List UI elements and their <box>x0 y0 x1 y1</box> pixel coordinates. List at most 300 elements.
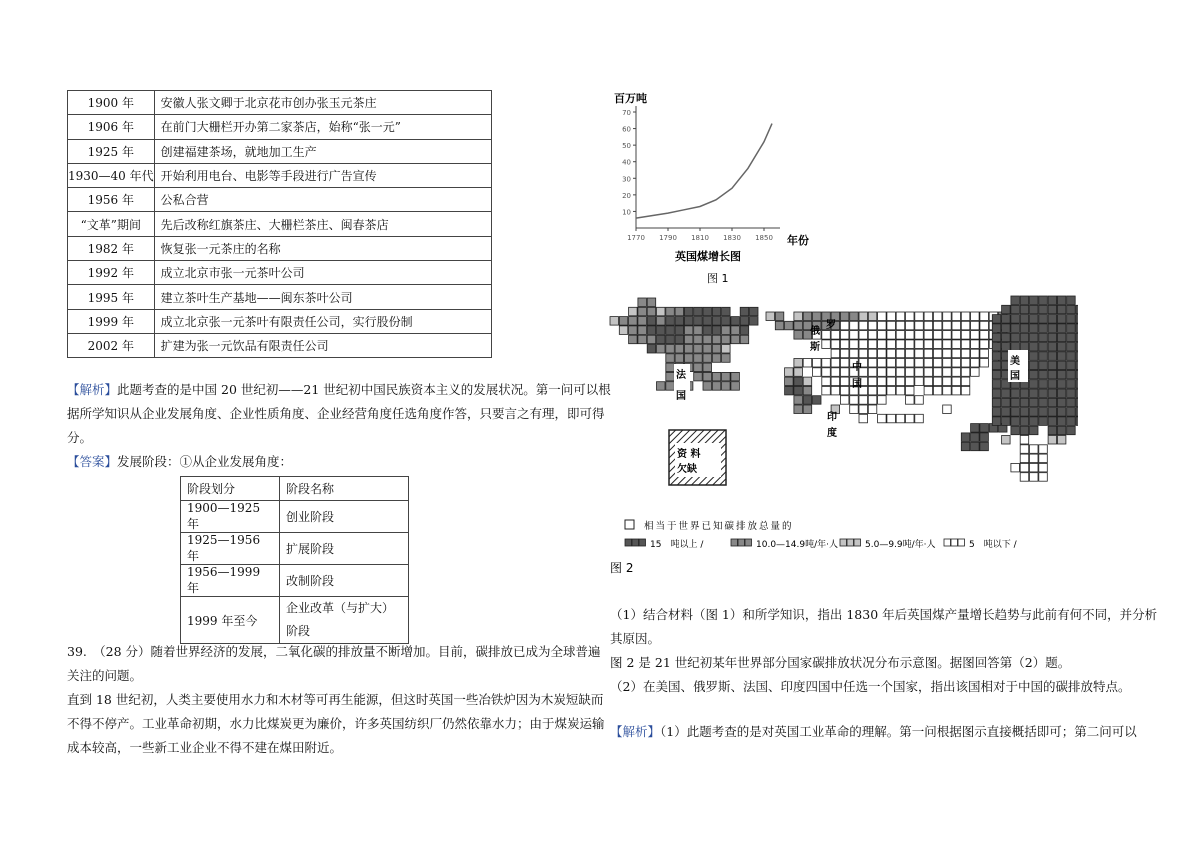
right-analysis <box>610 720 1150 744</box>
map-cell <box>961 331 970 340</box>
map-cell <box>1067 305 1076 314</box>
map-cell <box>850 405 859 414</box>
map-cell <box>694 335 703 344</box>
map-cell <box>992 389 1001 398</box>
map-cell <box>915 396 924 405</box>
map-cell <box>722 354 731 363</box>
map-cell <box>896 359 905 368</box>
timeline-event: 安徽人张文卿于北京花市创办张玉元茶庄 <box>154 91 491 115</box>
map-cell <box>1057 389 1066 398</box>
map-cell <box>943 368 952 377</box>
map-cell <box>878 368 887 377</box>
map-cell <box>878 386 887 395</box>
map-cell <box>629 335 638 344</box>
map-cell <box>750 317 759 326</box>
map-cell <box>943 405 952 414</box>
map-cell <box>1067 380 1076 389</box>
map-cell <box>1011 408 1020 417</box>
map-cell <box>1030 426 1039 435</box>
map-cell <box>703 335 712 344</box>
timeline-row <box>68 115 492 139</box>
label-missing: 资 料 <box>677 449 701 460</box>
map-cell <box>1039 315 1048 324</box>
map-cell <box>887 321 896 330</box>
timeline-event: 创建福建茶场，就地加工生产 <box>154 139 491 163</box>
map-cell <box>1057 305 1066 314</box>
map-cell <box>1020 296 1028 305</box>
map-cell <box>657 335 666 344</box>
map-cell <box>878 321 887 330</box>
map-cell <box>722 382 731 391</box>
map-cell <box>924 312 933 321</box>
map-cell <box>1076 380 1078 389</box>
map-cell <box>896 331 905 340</box>
legend-swatch <box>639 539 646 546</box>
map-cell <box>868 321 877 330</box>
analysis-tag: 【解析】 <box>67 382 118 397</box>
map-cell <box>1057 333 1066 342</box>
map-cell <box>629 317 638 326</box>
map-cell <box>924 386 933 395</box>
map-cell <box>1011 324 1020 333</box>
map-cell <box>1048 417 1057 426</box>
map-cell <box>878 312 887 321</box>
y-tick-label: 10 <box>622 208 631 217</box>
map-cell <box>1020 305 1028 314</box>
map-cell <box>1076 333 1078 342</box>
map-cell <box>859 396 868 405</box>
timeline-year: 1956 年 <box>68 188 155 212</box>
map-cell <box>619 317 628 326</box>
map-cell <box>1057 361 1066 370</box>
timeline-year: 1900 年 <box>68 91 155 115</box>
map-cell <box>684 354 693 363</box>
map-cell <box>1057 380 1066 389</box>
map-cell <box>1067 408 1076 417</box>
map-cell <box>1020 436 1028 445</box>
map-cell <box>694 326 703 335</box>
map-cell <box>794 405 803 414</box>
map-cell <box>1030 408 1039 417</box>
map-cell <box>850 331 859 340</box>
map-cell <box>822 359 831 368</box>
label-india: 度 <box>827 428 837 439</box>
map-cell <box>684 317 693 326</box>
map-cell <box>638 335 647 344</box>
chart-caption: 图 1 <box>707 272 729 285</box>
stage-period: 1925—1956 年 <box>181 533 280 565</box>
map-cell <box>1011 463 1020 472</box>
map-cell <box>794 331 803 340</box>
map-cell <box>1011 333 1020 342</box>
map-cell <box>1030 324 1039 333</box>
map-cell <box>896 414 905 423</box>
map-cell <box>712 307 721 316</box>
stage-period: 1900—1925 年 <box>181 501 280 533</box>
timeline-year: 1999 年 <box>68 309 155 333</box>
map-cell <box>775 312 784 321</box>
map-cell <box>1002 398 1011 407</box>
label-usa: 国 <box>1010 371 1020 382</box>
map-cell <box>1048 352 1057 361</box>
map-cell <box>850 396 859 405</box>
map-cell <box>971 321 980 330</box>
map-cell <box>1048 343 1057 352</box>
map-cell <box>1011 296 1020 305</box>
stage-row <box>181 565 409 597</box>
map-cell <box>722 335 731 344</box>
map-cell <box>1039 370 1048 379</box>
map-cell <box>952 312 961 321</box>
legend-label: 5 吨以下 / <box>969 540 1017 550</box>
map-cell <box>868 368 877 377</box>
map-cell <box>992 315 1001 324</box>
map-cell <box>1020 333 1028 342</box>
legend-swatch <box>854 539 861 546</box>
map-cell <box>1048 380 1057 389</box>
map-cell <box>684 326 693 335</box>
timeline-year: 2002 年 <box>68 333 155 357</box>
map-cell <box>943 321 952 330</box>
map-cell <box>794 312 803 321</box>
timeline-year: 1995 年 <box>68 285 155 309</box>
x-tick-label: 1850 <box>755 234 773 242</box>
map-cell <box>924 331 933 340</box>
analysis-line: （1）此题考查的是对英国工业革命的理解。第一问根据图示直接概括即可；第二问可以 <box>660 724 1137 739</box>
map-cell <box>1076 324 1078 333</box>
map-cell <box>1020 417 1028 426</box>
map-cell <box>906 359 915 368</box>
map-cell <box>722 326 731 335</box>
map-cell <box>1057 398 1066 407</box>
map-cell <box>1030 445 1039 454</box>
legend-label: 5.0—9.9吨/年·人 <box>865 540 936 550</box>
map-cell <box>980 312 989 321</box>
timeline-table <box>67 90 492 358</box>
map-cell <box>722 307 731 316</box>
map-cell <box>992 408 1001 417</box>
map-cell <box>896 321 905 330</box>
map-cell <box>1039 324 1048 333</box>
label-usa: 美 <box>1010 356 1020 367</box>
map-cell <box>1048 408 1057 417</box>
map-cell <box>675 317 684 326</box>
map-cell <box>1067 352 1076 361</box>
map-cell <box>992 352 1001 361</box>
map-cell <box>684 345 693 354</box>
map-cell <box>1020 408 1028 417</box>
map-cell <box>1011 305 1020 314</box>
map-cell <box>647 335 656 344</box>
map-cell <box>896 368 905 377</box>
map-cell <box>1067 315 1076 324</box>
map-cell <box>906 321 915 330</box>
map-cell <box>952 331 961 340</box>
analysis-block <box>67 378 611 474</box>
map-cell <box>1048 305 1057 314</box>
map-cell <box>694 372 703 381</box>
map-cell <box>896 340 905 349</box>
map-cell <box>961 359 970 368</box>
map-cell <box>887 377 896 386</box>
map-cell <box>878 340 887 349</box>
timeline-row <box>68 236 492 260</box>
map-cell <box>1002 315 1011 324</box>
map-cell <box>1030 361 1039 370</box>
map-cell <box>1039 463 1048 472</box>
map-cell <box>740 326 749 335</box>
map-cell <box>1048 333 1057 342</box>
map-cell <box>740 317 749 326</box>
map-cell <box>666 307 675 316</box>
map-cell <box>1030 389 1039 398</box>
map-cell <box>896 312 905 321</box>
map-cell <box>813 396 822 405</box>
map-cell <box>731 372 740 381</box>
stage-header-period: 阶段划分 <box>181 477 280 501</box>
map-cell <box>868 386 877 395</box>
label-china: 中 <box>852 362 862 373</box>
map-cell <box>943 377 952 386</box>
map-cell <box>840 396 849 405</box>
map-cell <box>1067 398 1076 407</box>
map-cell <box>794 368 803 377</box>
map-cell <box>859 321 868 330</box>
map-cell <box>1039 333 1048 342</box>
map-cell <box>1020 398 1028 407</box>
map-cell <box>840 377 849 386</box>
map-cell <box>638 298 647 307</box>
map-cell <box>731 382 740 391</box>
timeline-year: 1930—40 年代 <box>68 163 155 187</box>
map-cell <box>961 349 970 358</box>
chart-y-label: 百万吨 <box>614 92 647 105</box>
map-cell <box>1030 352 1039 361</box>
map-cell <box>887 368 896 377</box>
map-cell <box>657 382 666 391</box>
map-cell <box>657 307 666 316</box>
map-cell <box>1039 398 1048 407</box>
map-cell <box>1011 426 1020 435</box>
y-tick-label: 40 <box>622 158 631 167</box>
map-cell <box>1039 361 1048 370</box>
map-cell <box>887 386 896 395</box>
map-cell <box>831 331 840 340</box>
map-cell <box>794 386 803 395</box>
map-cell <box>1030 343 1039 352</box>
series-line <box>636 124 772 219</box>
map-cell <box>961 433 970 442</box>
map-cell <box>647 298 656 307</box>
map-cell <box>703 307 712 316</box>
map-cell <box>924 359 933 368</box>
map-cell <box>794 377 803 386</box>
map-cell <box>859 414 868 423</box>
map-cell <box>694 317 703 326</box>
question-line: （2）在美国、俄罗斯、法国、印度四国中任选一个国家，指出该国相对于中国的碳排放特点。 <box>610 679 1131 694</box>
map-cell <box>1030 380 1039 389</box>
map-cell <box>1011 398 1020 407</box>
map-cell <box>933 349 942 358</box>
x-tick-label: 1790 <box>659 234 677 242</box>
legend-swatch <box>847 539 854 546</box>
timeline-year: 1906 年 <box>68 115 155 139</box>
map-cell <box>915 377 924 386</box>
legend-swatch <box>632 539 639 546</box>
question-line: 成本较高，一些新工业企业不得不建在煤田附近。 <box>67 740 343 755</box>
map-cell <box>647 326 656 335</box>
map-cell <box>1076 370 1078 379</box>
x-tick-label: 1810 <box>691 234 709 242</box>
legend-swatch <box>951 539 958 546</box>
map-cell <box>952 340 961 349</box>
timeline-event: 建立茶叶生产基地——闽东茶叶公司 <box>154 285 491 309</box>
map-cell <box>1020 463 1028 472</box>
map-cell <box>1048 436 1057 445</box>
map-cell <box>1067 361 1076 370</box>
map-cell <box>980 442 989 451</box>
map-cell <box>1048 315 1057 324</box>
map-cell <box>906 386 915 395</box>
map-cell <box>952 321 961 330</box>
map-cell <box>1039 454 1048 463</box>
map-cell <box>794 321 803 330</box>
map-cell <box>906 349 915 358</box>
timeline-row <box>68 139 492 163</box>
map-cell <box>1057 370 1066 379</box>
timeline-year: 1982 年 <box>68 236 155 260</box>
timeline-year: 1925 年 <box>68 139 155 163</box>
map-cell <box>868 377 877 386</box>
map-cell <box>992 398 1001 407</box>
stage-name: 创业阶段 <box>280 501 409 533</box>
map-cell <box>803 377 812 386</box>
map-cell <box>961 377 970 386</box>
map-cell <box>850 312 859 321</box>
legend-label: 10.0—14.9吨/年·人 <box>756 540 838 550</box>
map-cell <box>980 349 989 358</box>
map-cell <box>712 372 721 381</box>
map-cell <box>1057 343 1066 352</box>
map-cell <box>666 372 675 381</box>
map-cell <box>850 340 859 349</box>
timeline-event: 成立北京市张一元茶叶公司 <box>154 261 491 285</box>
coal-growth-chart <box>610 88 820 288</box>
map-cell <box>887 340 896 349</box>
map-cell <box>712 317 721 326</box>
question-line: 直到 18 世纪初，人类主要使用水力和木材等可再生能源，但这时英国一些冶铁炉因为木炭短缺而 <box>67 692 604 707</box>
map-cell <box>1057 296 1066 305</box>
map-cell <box>775 321 784 330</box>
timeline-event: 成立北京张一元茶叶有限责任公司，实行股份制 <box>154 309 491 333</box>
map-cell <box>1048 370 1057 379</box>
timeline-event: 公私合营 <box>154 188 491 212</box>
map-cell <box>1002 305 1011 314</box>
map-cell <box>666 354 675 363</box>
map-cell <box>859 349 868 358</box>
map-cell <box>666 335 675 344</box>
map-cell <box>1076 408 1078 417</box>
legend-swatch <box>958 539 965 546</box>
map-cell <box>915 359 924 368</box>
stage-header-row <box>181 477 409 501</box>
map-cell <box>638 307 647 316</box>
map-cell <box>971 312 980 321</box>
map-cell <box>933 377 942 386</box>
map-cell <box>952 377 961 386</box>
map-cell <box>1002 436 1011 445</box>
map-cell <box>859 312 868 321</box>
stage-header-name: 阶段名称 <box>280 477 409 501</box>
map-cell <box>1002 408 1011 417</box>
map-cell <box>952 359 961 368</box>
map-cell <box>1002 417 1011 426</box>
map-cell <box>943 340 952 349</box>
map-cell <box>906 377 915 386</box>
map-cell <box>1067 324 1076 333</box>
y-tick-label: 30 <box>622 175 631 184</box>
map-cell <box>703 326 712 335</box>
map-cell <box>915 312 924 321</box>
map-cell <box>933 340 942 349</box>
map-cell <box>943 386 952 395</box>
map-cell <box>1002 324 1011 333</box>
map-cell <box>703 363 712 372</box>
map-cell <box>850 349 859 358</box>
map-cell <box>610 317 619 326</box>
map-cell <box>822 377 831 386</box>
map-cell <box>952 349 961 358</box>
map-cell <box>703 372 712 381</box>
question-line: 39. （28 分）随着世界经济的发展，二氧化碳的排放量不断增加。目前，碳排放已成为全球普遍 <box>67 644 601 659</box>
map-cell <box>971 433 980 442</box>
map-cell <box>971 340 980 349</box>
map-cell <box>1057 315 1066 324</box>
map-cell <box>822 368 831 377</box>
legend-swatch <box>745 539 752 546</box>
legend-swatch <box>840 539 847 546</box>
map-cell <box>933 359 942 368</box>
y-tick-label: 50 <box>622 142 631 151</box>
map-cell <box>694 363 703 372</box>
map-cell <box>878 331 887 340</box>
map-cell <box>803 386 812 395</box>
map-cell <box>703 354 712 363</box>
map-cell <box>1011 343 1020 352</box>
map-cell <box>740 335 749 344</box>
map-cell <box>794 396 803 405</box>
map-cell <box>961 442 970 451</box>
map-cell <box>952 368 961 377</box>
label-france: 国 <box>676 391 686 402</box>
map-cell <box>1011 417 1020 426</box>
label-france: 法 <box>676 370 686 381</box>
map-cell <box>785 368 794 377</box>
map-cell <box>703 317 712 326</box>
map-cell <box>868 312 877 321</box>
map-cell <box>1067 333 1076 342</box>
map-cell <box>1076 343 1078 352</box>
map-cell <box>1020 315 1028 324</box>
map-cell <box>703 345 712 354</box>
map-cell <box>675 307 684 316</box>
y-tick-label: 70 <box>622 109 631 117</box>
timeline-row <box>68 212 492 236</box>
map-cell <box>840 321 849 330</box>
map-cell <box>1048 426 1057 435</box>
map-cell <box>992 380 1001 389</box>
timeline-event: 先后改称红旗茶庄、大栅栏茶庄、闽春茶店 <box>154 212 491 236</box>
